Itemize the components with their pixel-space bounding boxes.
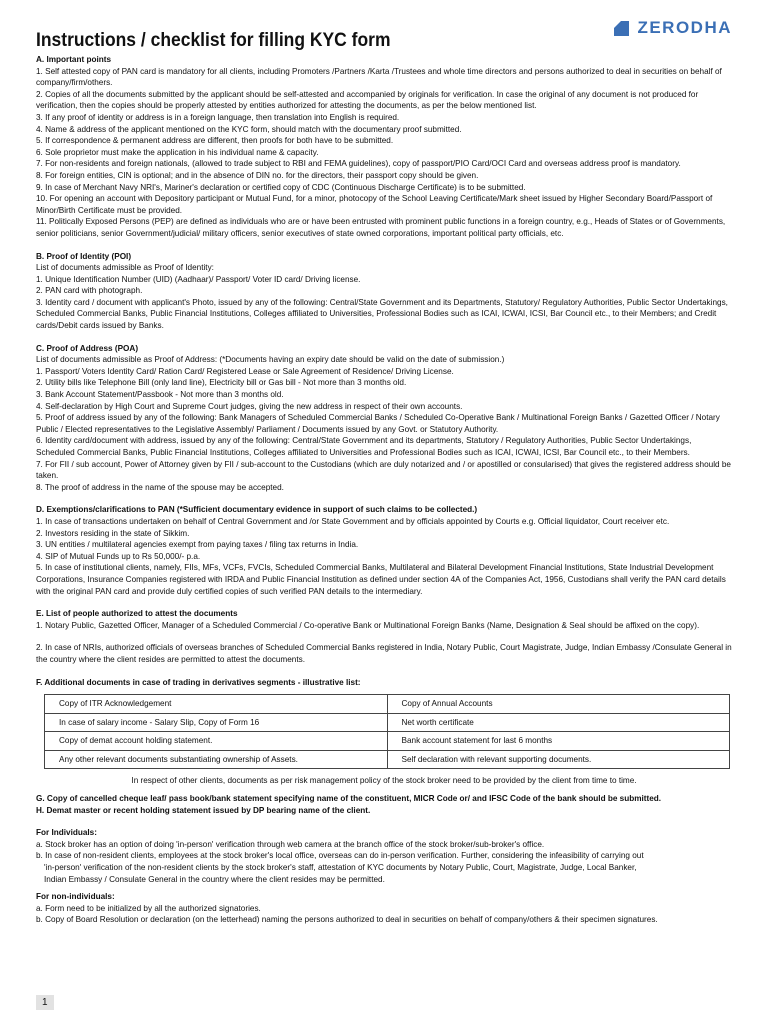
- section-heading: B. Proof of Identity (POI): [36, 251, 132, 261]
- list-item: 11. Politically Exposed Persons (PEP) are defined as individuals who are or have been entrusted with prominent public functions in a foreign country, e.g., Heads of States or of Governments, senior politicians, senior Government/judicial/ military officers, senior executives of state owned corporations, important political party officials, etc.: [36, 217, 726, 238]
- table-cell: In case of salary income - Salary Slip, Copy of Form 16: [45, 713, 388, 732]
- list-item: 4. Self-declaration by High Court and Supreme Court judges, giving the new address in respect of their own accounts.: [36, 401, 463, 411]
- section-heading-g: G. Copy of cancelled cheque leaf/ pass book/bank statement specifying name of the constituent, MICR Code or/ and IFSC Code of the bank should be submitted.: [36, 794, 662, 804]
- list-item: 2. In case of NRIs, authorized officials of overseas branches of Scheduled Commercial Banks registered in India, Notary Public, Court Magistrate, Judge, Indian Embassy /Consulate General in the country where the client resides are permitted to attest the documents.: [36, 643, 732, 664]
- kyc-instructions-page: [36, 16, 732, 937]
- list-item: 6. Identity card/document with address, issued by any of the following: Central/State Government and its departments, Statutory / Regulatory Authorities, Public Sector Undertakings, Scheduled Commercial Banks, Public Financial Institutions, Colleges affiliated to Universities and Professional Bodies such as ICAI, ICWAI, ICSI, Bar Council etc., to their Members.: [36, 436, 692, 457]
- list-item: 1. In case of transactions undertaken on behalf of Central Government and /or State Government and by officials appointed by Courts e.g. Official liquidator, Court receiver etc.: [36, 516, 670, 526]
- table-row: [45, 695, 730, 714]
- list-item: 4. SIP of Mutual Funds up to Rs 50,000/- p.a.: [36, 551, 201, 561]
- section-authorized-attesters: [36, 608, 732, 665]
- list-item: 9. In case of Merchant Navy NRI's, Mariner's declaration or certified copy of CDC (Continuous Discharge Certificate) is to be submitted.: [36, 182, 526, 192]
- list-item: 1. Notary Public, Gazetted Officer, Manager of a Scheduled Commercial / Co-operative Bank or Multinational Foreign Banks (Name, Designation & Seal should be affixed on the copy).: [36, 620, 700, 630]
- list-item: 8. The proof of address in the name of the spouse may be accepted.: [36, 482, 284, 492]
- list-item: b. In case of non-resident clients, employees at the stock broker's local office, overseas can do in-person verification. Further, considering the infeasibility of carrying out: [36, 851, 644, 861]
- section-heading: F. Additional documents in case of trading in derivatives segments - illustrative list:: [36, 677, 361, 687]
- list-item: 3. If any proof of identity or address is in a foreign language, then translation into English is required.: [36, 112, 400, 122]
- list-item: 3. Bank Account Statement/Passbook - Not more than 3 months old.: [36, 390, 284, 400]
- list-item-continued: 'in-person' verification of the non-resident clients by the stock broker's staff, attestation of KYC documents by Notary Public, Court, Magistrate, Judge, Local Banker,: [44, 863, 637, 873]
- document-body: [36, 54, 732, 926]
- list-item: 2. Utility bills like Telephone Bill (only land line), Electricity bill or Gas bill - Not more than 3 months old.: [36, 378, 407, 388]
- list-item: 3. Identity card / document with applicant's Photo, issued by any of the following: Central/State Government and its Departments, Statutory/ Regulatory Authorities, Public Sector Undertakings, Scheduled Commercial Banks, Public Financial Institutions, Colleges affiliated to Universities, Professional Bodies such as ICAI, ICWAI, ICSI, Bar Council etc., to their Members; and Credit cards/Debit cards issued by Banks.: [36, 297, 728, 331]
- list-item: 2. Copies of all the documents submitted by the applicant should be self-attested and accompanied by originals for verification. In case the original of any document is not produced for verification, then the copies should be properly attested by entities authorized for attesting the documents, as per the below mentioned list.: [36, 89, 699, 111]
- section-heading: For non-individuals:: [36, 892, 115, 902]
- section-proof-of-address: [36, 343, 732, 494]
- section-important-points: [36, 54, 732, 240]
- section-heading-h: H. Demat master or recent holding statement issued by DP bearing name of the client.: [36, 805, 371, 815]
- section-heading: A. Important points: [36, 55, 112, 64]
- list-item: 7. For non-residents and foreign nationals, (allowed to trade subject to RBI and FEMA guidelines), copy of passport/PIO Card/OCI Card and overseas address proof is mandatory.: [36, 159, 681, 169]
- table-cell: Copy of ITR Acknowledgement: [45, 695, 388, 714]
- table-row: [45, 750, 730, 769]
- list-item: a. Stock broker has an option of doing 'in-person' verification through web camera at the branch office of the stock broker/sub-broker's office.: [36, 839, 545, 849]
- list-item: a. Form need to be initialized by all the authorized signatories.: [36, 903, 261, 913]
- page-title: Instructions / checklist for filling KYC form: [36, 30, 391, 51]
- table-cell: Copy of demat account holding statement.: [45, 732, 388, 751]
- section-heading: C. Proof of Address (POA): [36, 343, 139, 353]
- list-item: 1. Passport/ Voters Identity Card/ Ration Card/ Registered Lease or Sale Agreement of Residence/ Driving License.: [36, 366, 454, 376]
- list-item: 8. For foreign entities, CIN is optional; and in the absence of DIN no. for the directors, their passport copy should be given.: [36, 170, 479, 180]
- table-cell: Bank account statement for last 6 months: [387, 732, 730, 751]
- table-cell: Any other relevant documents substantiating ownership of Assets.: [45, 750, 388, 769]
- table-cell: Self declaration with relevant supporting documents.: [387, 750, 730, 769]
- list-item: 6. Sole proprietor must make the application in his individual name & capacity.: [36, 147, 319, 157]
- list-item: List of documents admissible as Proof of Address: (*Documents having an expiry date should be valid on the date of submission.): [36, 355, 505, 365]
- list-item: List of documents admissible as Proof of Identity:: [36, 263, 214, 273]
- table-row: [45, 713, 730, 732]
- list-item: 10. For opening an account with Depository participant or Mutual Fund, for a minor, photocopy of the School Leaving Certificate/Mark sheet issued by Higher Secondary Board/Passport of Minor/Birth Certificate must be provided.: [36, 194, 713, 215]
- list-item: 5. If correspondence & permanent address are different, then proofs for both have to be submitted.: [36, 136, 394, 146]
- table-row: [45, 732, 730, 751]
- section-heading: For Individuals:: [36, 828, 97, 838]
- list-item: 2. PAN card with photograph.: [36, 286, 143, 296]
- section-bank-and-demat: [36, 793, 732, 816]
- list-item: 4. Name & address of the applicant mentioned on the KYC form, should match with the documentary proof submitted.: [36, 124, 462, 134]
- section-derivatives-documents: [36, 677, 732, 788]
- table-note: In respect of other clients, documents as per risk management policy of the stock broker need to be provided by the client from time to time.: [131, 776, 637, 786]
- section-for-non-individuals: [36, 891, 732, 926]
- list-item: 5. Proof of address issued by any of the following: Bank Managers of Scheduled Commercial Banks / Scheduled Co-Operative Bank / Multinational Foreign Banks / Gazetted Officer / Notary Public / Elected representatives to the Legislative Assembly/ Parliament / Documents issued by any Govt. or Statutory Authority.: [36, 413, 720, 434]
- page-number: 1: [36, 995, 54, 1010]
- section-for-individuals: [36, 827, 732, 885]
- table-cell: Net worth certificate: [387, 713, 730, 732]
- table-cell: Copy of Annual Accounts: [387, 695, 730, 714]
- list-item: 7. For FII / sub account, Power of Attorney given by FII / sub-account to the Custodians (which are duly notarized and / or apostilled or consularised) that gives the registered address should be taken.: [36, 459, 731, 481]
- list-item: 1. Self attested copy of PAN card is mandatory for all clients, including Promoters /Partners /Karta /Trustees and whole time directors and persons authorized to deal in securities on behalf of company/firm/others.: [36, 66, 722, 88]
- section-heading: E. List of people authorized to attest the documents: [36, 609, 238, 619]
- section-pan-exemptions: [36, 504, 732, 597]
- section-heading: D. Exemptions/clarifications to PAN (*Sufficient documentary evidence in support of such claims to be collected.): [36, 505, 478, 515]
- list-item: b. Copy of Board Resolution or declaration (on the letterhead) naming the persons authorized to deal in securities on behalf of company/others & their specimen signatures.: [36, 915, 658, 925]
- list-item-continued: Indian Embassy / Consulate General in the country where the client resides may be permitted.: [44, 874, 385, 884]
- list-item: 1. Unique Identification Number (UID) (Aadhaar)/ Passport/ Voter ID card/ Driving license.: [36, 274, 361, 284]
- brand-name: ZERODHA: [637, 18, 732, 37]
- derivatives-documents-table: [44, 694, 730, 769]
- list-item: 2. Investors residing in the state of Sikkim.: [36, 528, 190, 538]
- list-item: 3. UN entities / multilateral agencies exempt from paying taxes / filing tax returns in India.: [36, 540, 359, 550]
- list-item: 5. In case of institutional clients, namely, FIIs, MFs, VCFs, FVCIs, Scheduled Commercial Banks, Multilateral and Bilateral Development Financial Institutions, State Industrial Development Corporations, Insurance Companies registered with IRDA and Public Financial Institution as defined under section 4A of the Companies Act, 1956, Custodians shall verify the PAN card details with the original PAN card and provide duly certified copies of such verified PAN details to the intermediary.: [36, 563, 726, 596]
- section-proof-of-identity: [36, 251, 732, 332]
